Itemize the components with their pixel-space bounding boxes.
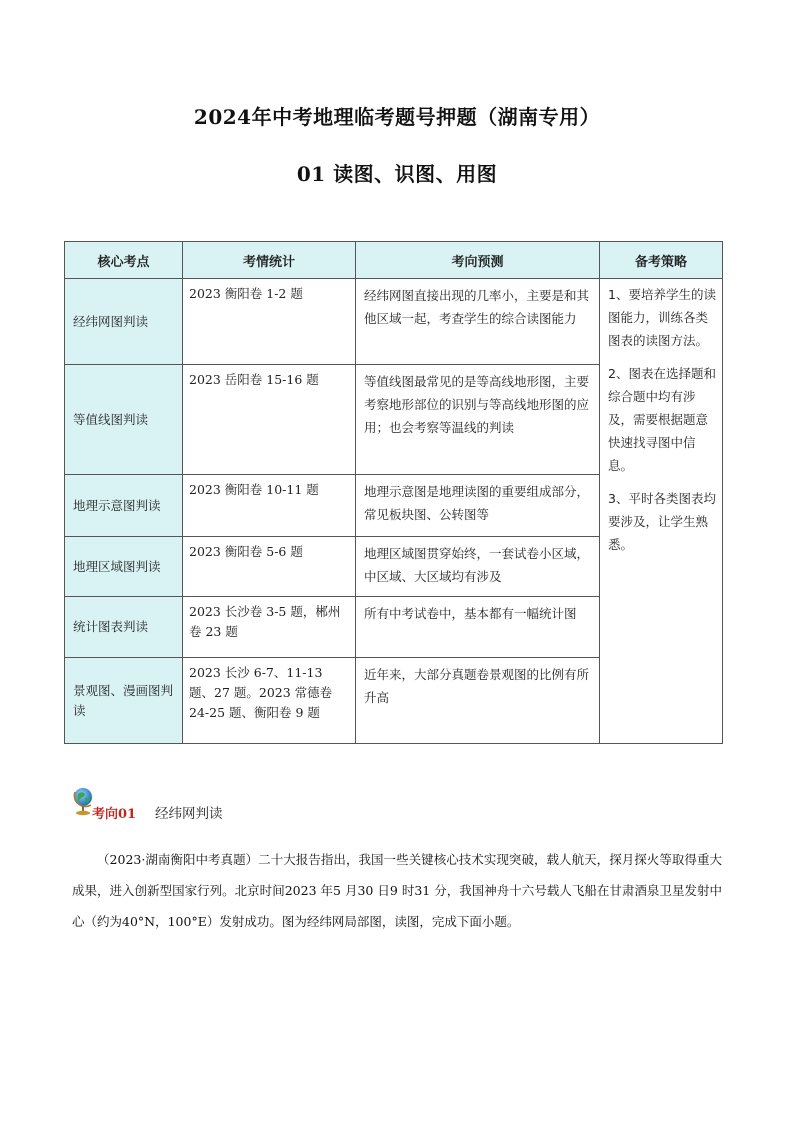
header-core-topic: 核心考点 xyxy=(65,242,183,279)
header-exam-stats: 考情统计 xyxy=(183,242,356,279)
prediction-cell: 地理区域图贯穿始终，一套试卷小区域，中区域、大区域均有涉及 xyxy=(356,537,600,597)
prediction-cell: 所有中考试卷中，基本都有一幅统计图 xyxy=(356,597,600,658)
stat-cell: 2023 衡阳卷 1-2 题 xyxy=(183,279,356,365)
header-prediction: 考向预测 xyxy=(356,242,600,279)
stat-cell: 2023 衡阳卷 5-6 题 xyxy=(183,537,356,597)
topic-cell: 统计图表判读 xyxy=(65,597,183,658)
question-paragraph: （2023·湖南衡阳中考真题）二十大报告指出，我国一些关键核心技术实现突破，载人航天，探月探火等取得重大成果，进入创新型国家行列。北京时间2023 年5 月30 日9 时31 分，我国神舟十六号载人飞船在甘肃酒泉卫星发射中心（约为40°N，100°E）发射成功。图为经纬网局部图，读图，完成下面小题。 xyxy=(72,852,722,929)
prediction-cell: 地理示意图是地理读图的重要组成部分，常见板块图、公转图等 xyxy=(356,475,600,537)
stat-cell: 2023 岳阳卷 15-16 题 xyxy=(183,365,356,475)
stat-cell: 2023 长沙 6-7、11-13 题、27 题。2023 常德卷 24-25 题、衡阳卷 9 题 xyxy=(183,658,356,744)
topic-cell: 地理示意图判读 xyxy=(65,475,183,537)
strategy-item: 2、图表在选择题和综合题中均有涉及，需要根据题意快速找寻图中信息。 xyxy=(608,366,716,473)
section-heading xyxy=(72,786,372,826)
table-row xyxy=(65,279,723,365)
table-header-row xyxy=(65,242,723,279)
prediction-cell: 等值线图最常见的是等高线地形图，主要考察地形部位的识别与等高线地形图的应用；也会考察等温线的判读 xyxy=(356,365,600,475)
topic-cell: 等值线图判读 xyxy=(65,365,183,475)
page-subtitle: 01 读图、识图、用图 xyxy=(296,162,498,186)
stat-cell: 2023 衡阳卷 10-11 题 xyxy=(183,475,356,537)
exam-strategy-table xyxy=(64,241,723,744)
topic-cell: 景观图、漫画图判读 xyxy=(65,658,183,744)
topic-cell: 地理区域图判读 xyxy=(65,537,183,597)
strategy-item: 1、要培养学生的读图能力，训练各类图表的读图方法。 xyxy=(608,287,716,348)
section-label: 考向01 xyxy=(92,807,137,822)
prediction-cell: 经纬网图直接出现的几率小，主要是和其他区域一起，考查学生的综合读图能力 xyxy=(356,279,600,365)
header-strategy: 备考策略 xyxy=(600,242,723,279)
page-title: 2024年中考地理临考题号押题（湖南专用） xyxy=(193,105,601,129)
stat-cell: 2023 长沙卷 3-5 题，郴州卷 23 题 xyxy=(183,597,356,658)
prediction-cell: 近年来，大部分真题卷景观图的比例有所升高 xyxy=(356,658,600,744)
topic-cell: 经纬网图判读 xyxy=(65,279,183,365)
strategy-cell xyxy=(600,279,723,744)
strategy-item: 3、平时各类图表均要涉及，让学生熟悉。 xyxy=(608,491,716,552)
section-title: 经纬网判读 xyxy=(155,806,223,822)
